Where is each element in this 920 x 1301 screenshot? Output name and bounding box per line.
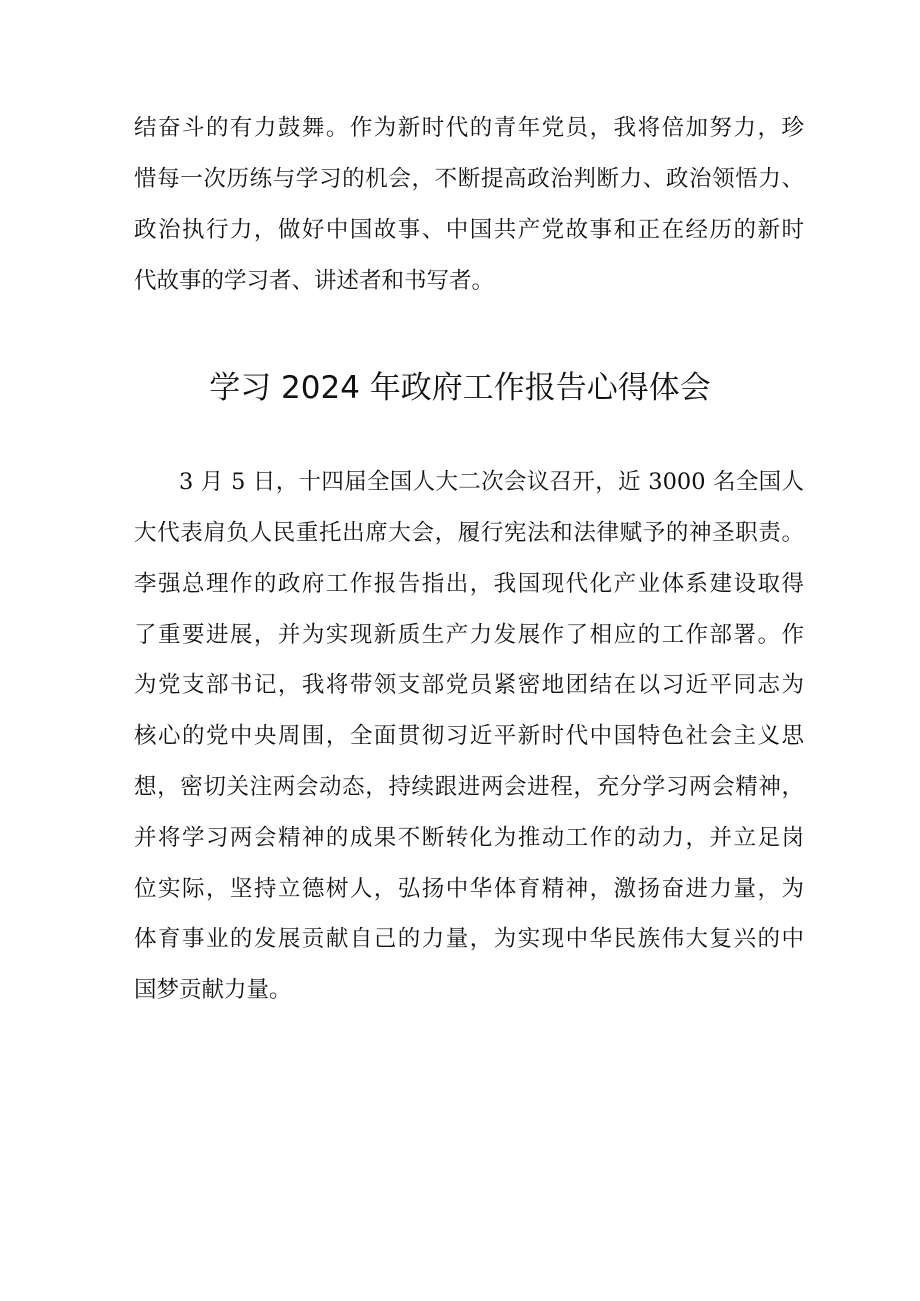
paragraph-line: 位实际，坚持立德树人，弘扬中华体育精神，激扬奋进力量，为 (134, 876, 804, 902)
paragraph-line: 并将学习两会精神的成果不断转化为推动工作的动力，并立足岗 (134, 825, 804, 851)
paragraph-line: 代故事的学习者、讲述者和书写者。 (134, 268, 495, 294)
paragraph-line: 结奋斗的有力鼓舞。作为新时代的青年党员，我将倍加努力，珍 (134, 115, 804, 141)
paragraph-line: 李强总理作的政府工作报告指出，我国现代化产业体系建设取得 (134, 571, 804, 597)
paragraph-line: 大代表肩负人民重托出席大会，履行宪法和法律赋予的神圣职责。 (134, 520, 804, 546)
paragraph-line: 核心的党中央周围，全面贯彻习近平新时代中国特色社会主义思 (134, 723, 804, 749)
paragraph-line: 政治执行力，做好中国故事、中国共产党故事和正在经历的新时 (134, 217, 804, 243)
article-title: 学习 2024 年政府工作报告心得体会 (209, 370, 711, 406)
paragraph-line: 为党支部书记，我将带领支部党员紧密地团结在以习近平同志为 (134, 672, 804, 698)
paragraph-line: 国梦贡献力量。 (134, 977, 292, 1003)
paragraph-line: 惜每一次历练与学习的机会，不断提高政治判断力、政治领悟力、 (134, 166, 804, 192)
paragraph-line: 了重要进展，并为实现新质生产力发展作了相应的工作部署。作 (134, 622, 804, 648)
paragraph-line: 想，密切关注两会动态，持续跟进两会进程，充分学习两会精神， (134, 774, 804, 800)
paragraph-line: 体育事业的发展贡献自己的力量，为实现中华民族伟大复兴的中 (134, 926, 804, 952)
paragraph-line: 3 月 5 日，十四届全国人大二次会议召开，近 3000 名全国人 (179, 469, 804, 495)
